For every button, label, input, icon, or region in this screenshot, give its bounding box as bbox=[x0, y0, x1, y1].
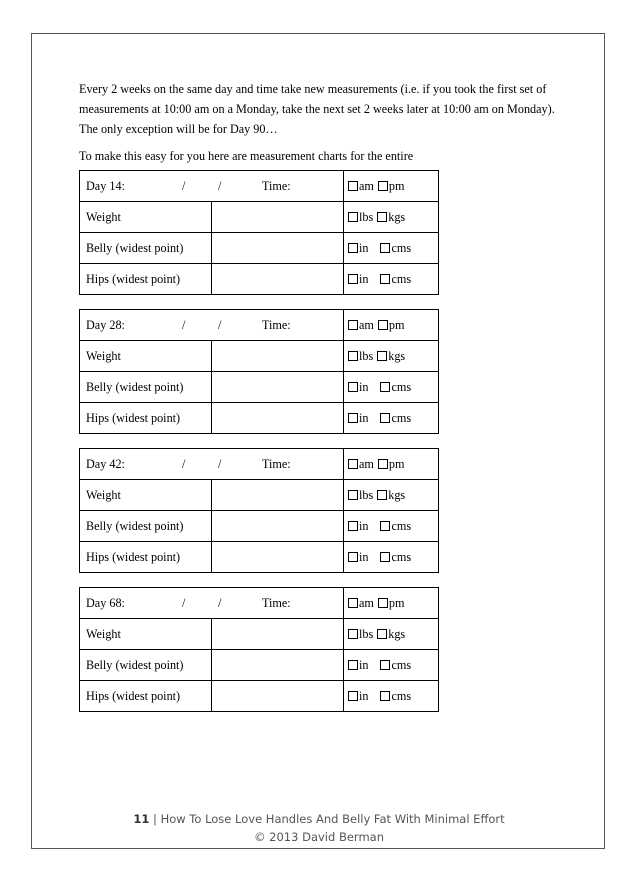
in-label: in bbox=[359, 240, 369, 255]
belly-label: Belly (widest point) bbox=[80, 511, 212, 542]
cms-checkbox[interactable] bbox=[380, 243, 390, 253]
cms-checkbox[interactable] bbox=[380, 274, 390, 284]
hips-row bbox=[80, 542, 439, 573]
am-label: am bbox=[359, 317, 374, 332]
chart-header-row bbox=[80, 588, 439, 619]
cms-label: cms bbox=[391, 240, 412, 255]
hips-label: Hips (widest point) bbox=[80, 264, 212, 295]
belly-label: Belly (widest point) bbox=[80, 650, 212, 681]
hips-row bbox=[80, 403, 439, 434]
page-number: 11 bbox=[133, 812, 150, 826]
cms-label: cms bbox=[391, 379, 412, 394]
day-label: Day 42: bbox=[86, 456, 125, 471]
lbs-checkbox[interactable] bbox=[348, 629, 358, 639]
measurement-chart-day-14 bbox=[79, 170, 439, 295]
weight-label: Weight bbox=[80, 202, 212, 233]
belly-value-field[interactable] bbox=[212, 650, 344, 681]
date-slash: / bbox=[218, 178, 222, 193]
in-label: in bbox=[359, 518, 369, 533]
lbs-checkbox[interactable] bbox=[348, 351, 358, 361]
weight-value-field[interactable] bbox=[212, 202, 344, 233]
hips-value-field[interactable] bbox=[212, 403, 344, 434]
copyright-notice: © 2013 David Berman bbox=[254, 830, 384, 844]
pm-label: pm bbox=[388, 178, 405, 193]
belly-label: Belly (widest point) bbox=[80, 372, 212, 403]
weight-label: Weight bbox=[80, 341, 212, 372]
cms-checkbox[interactable] bbox=[380, 660, 390, 670]
pm-checkbox[interactable] bbox=[378, 459, 388, 469]
weight-row bbox=[80, 480, 439, 511]
weight-value-field[interactable] bbox=[212, 619, 344, 650]
time-label: Time: bbox=[262, 317, 291, 332]
chart-header-row bbox=[80, 310, 439, 341]
am-checkbox[interactable] bbox=[348, 181, 358, 191]
belly-row bbox=[80, 511, 439, 542]
hips-label: Hips (widest point) bbox=[80, 403, 212, 434]
date-slash: / bbox=[218, 595, 222, 610]
hips-value-field[interactable] bbox=[212, 542, 344, 573]
in-checkbox[interactable] bbox=[348, 382, 358, 392]
belly-row bbox=[80, 233, 439, 264]
day-label: Day 14: bbox=[86, 178, 125, 193]
lbs-label: lbs bbox=[359, 626, 374, 641]
belly-value-field[interactable] bbox=[212, 372, 344, 403]
pm-checkbox[interactable] bbox=[378, 598, 388, 608]
footer-separator: | bbox=[153, 812, 157, 826]
belly-value-field[interactable] bbox=[212, 233, 344, 264]
in-checkbox[interactable] bbox=[348, 274, 358, 284]
pm-label: pm bbox=[388, 595, 405, 610]
date-slash: / bbox=[182, 456, 186, 471]
weight-value-field[interactable] bbox=[212, 480, 344, 511]
in-checkbox[interactable] bbox=[348, 413, 358, 423]
measurement-chart-day-68 bbox=[79, 587, 439, 712]
time-label: Time: bbox=[262, 595, 291, 610]
am-label: am bbox=[359, 595, 374, 610]
cms-label: cms bbox=[391, 549, 412, 564]
am-checkbox[interactable] bbox=[348, 459, 358, 469]
in-checkbox[interactable] bbox=[348, 521, 358, 531]
date-slash: / bbox=[182, 178, 186, 193]
am-label: am bbox=[359, 456, 374, 471]
date-slash: / bbox=[182, 317, 186, 332]
in-label: in bbox=[359, 410, 369, 425]
in-label: in bbox=[359, 549, 369, 564]
belly-value-field[interactable] bbox=[212, 511, 344, 542]
measurement-chart-day-42 bbox=[79, 448, 439, 573]
intro-paragraph-charts: To make this easy for you here are measurement charts for the entire bbox=[79, 149, 414, 163]
cms-label: cms bbox=[391, 271, 412, 286]
book-title: How To Lose Love Handles And Belly Fat With Minimal Effort bbox=[160, 812, 505, 826]
kgs-checkbox[interactable] bbox=[377, 212, 387, 222]
cms-label: cms bbox=[391, 518, 412, 533]
page-footer bbox=[0, 812, 638, 826]
pm-label: pm bbox=[388, 456, 405, 471]
kgs-label: kgs bbox=[388, 348, 406, 363]
in-label: in bbox=[359, 271, 369, 286]
am-checkbox[interactable] bbox=[348, 598, 358, 608]
kgs-checkbox[interactable] bbox=[377, 629, 387, 639]
cms-checkbox[interactable] bbox=[380, 521, 390, 531]
kgs-label: kgs bbox=[388, 626, 406, 641]
hips-row bbox=[80, 264, 439, 295]
kgs-label: kgs bbox=[388, 209, 406, 224]
time-label: Time: bbox=[262, 178, 291, 193]
hips-value-field[interactable] bbox=[212, 264, 344, 295]
cms-checkbox[interactable] bbox=[380, 382, 390, 392]
weight-row bbox=[80, 202, 439, 233]
chart-header-row bbox=[80, 171, 439, 202]
cms-checkbox[interactable] bbox=[380, 691, 390, 701]
intro-paragraph: Every 2 weeks on the same day and time take new measurements (i.e. if you took the first set of measurements at 10:00 am on a Monday, take the next set 2 weeks later at 10:00 am on Monday). The only exception will be for Day 90… bbox=[79, 82, 555, 136]
lbs-label: lbs bbox=[359, 348, 374, 363]
cms-label: cms bbox=[391, 410, 412, 425]
in-checkbox[interactable] bbox=[348, 552, 358, 562]
day-label: Day 28: bbox=[86, 317, 125, 332]
date-slash: / bbox=[182, 595, 186, 610]
in-label: in bbox=[359, 657, 369, 672]
date-slash: / bbox=[218, 317, 222, 332]
in-label: in bbox=[359, 379, 369, 394]
date-slash: / bbox=[218, 456, 222, 471]
belly-row bbox=[80, 650, 439, 681]
belly-row bbox=[80, 372, 439, 403]
in-checkbox[interactable] bbox=[348, 243, 358, 253]
cms-checkbox[interactable] bbox=[380, 552, 390, 562]
pm-checkbox[interactable] bbox=[378, 181, 388, 191]
day-label: Day 68: bbox=[86, 595, 125, 610]
cms-label: cms bbox=[391, 688, 412, 703]
in-label: in bbox=[359, 688, 369, 703]
kgs-checkbox[interactable] bbox=[377, 490, 387, 500]
lbs-checkbox[interactable] bbox=[348, 212, 358, 222]
lbs-checkbox[interactable] bbox=[348, 490, 358, 500]
hips-label: Hips (widest point) bbox=[80, 542, 212, 573]
measurement-chart-day-28 bbox=[79, 309, 439, 434]
cms-label: cms bbox=[391, 657, 412, 672]
kgs-checkbox[interactable] bbox=[377, 351, 387, 361]
hips-label: Hips (widest point) bbox=[80, 681, 212, 712]
weight-row bbox=[80, 341, 439, 372]
weight-label: Weight bbox=[80, 619, 212, 650]
weight-row bbox=[80, 619, 439, 650]
lbs-label: lbs bbox=[359, 487, 374, 502]
am-checkbox[interactable] bbox=[348, 320, 358, 330]
weight-value-field[interactable] bbox=[212, 341, 344, 372]
in-checkbox[interactable] bbox=[348, 691, 358, 701]
am-label: am bbox=[359, 178, 374, 193]
time-label: Time: bbox=[262, 456, 291, 471]
weight-label: Weight bbox=[80, 480, 212, 511]
pm-checkbox[interactable] bbox=[378, 320, 388, 330]
in-checkbox[interactable] bbox=[348, 660, 358, 670]
kgs-label: kgs bbox=[388, 487, 406, 502]
belly-label: Belly (widest point) bbox=[80, 233, 212, 264]
hips-value-field[interactable] bbox=[212, 681, 344, 712]
lbs-label: lbs bbox=[359, 209, 374, 224]
pm-label: pm bbox=[388, 317, 405, 332]
cms-checkbox[interactable] bbox=[380, 413, 390, 423]
hips-row bbox=[80, 681, 439, 712]
chart-header-row bbox=[80, 449, 439, 480]
